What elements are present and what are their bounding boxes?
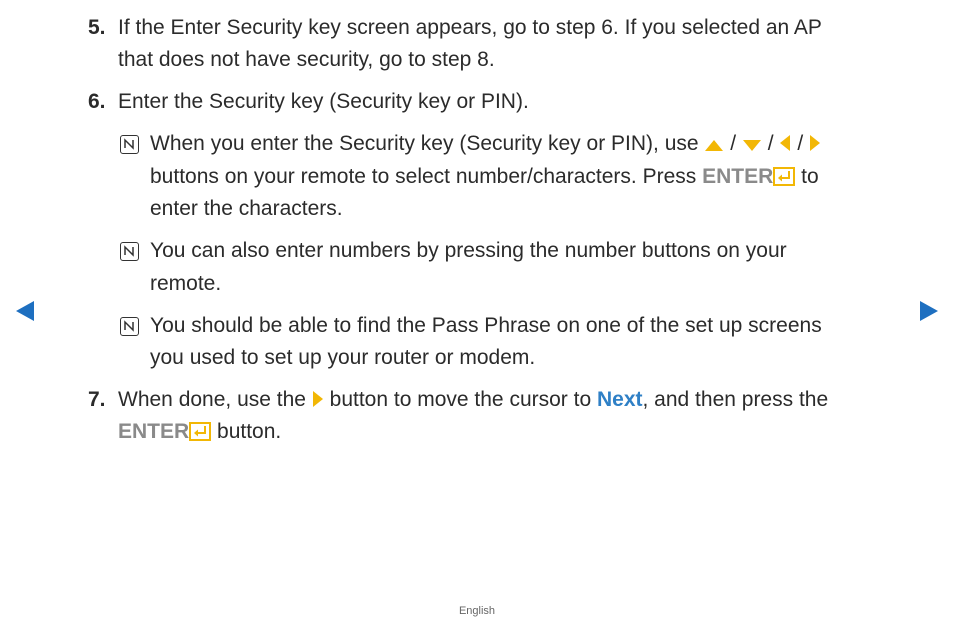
slash: / [730,132,737,155]
slash: / [767,132,774,155]
note-text: When you enter the Security key (Security key or PIN), use [150,132,699,155]
arrow-up-icon [704,138,724,152]
step-line [118,385,828,415]
arrow-down-icon [742,138,762,152]
arrow-right-icon [809,134,821,152]
step-text: button. [217,420,282,443]
note-text: buttons on your remote to select number/characters. Press [150,165,697,188]
note-line: You can also enter numbers by pressing the number buttons on your [150,239,787,262]
step-line [118,417,281,447]
prev-page-icon[interactable] [15,300,35,322]
next-page-icon[interactable] [919,300,939,322]
page-footer-language: English [458,605,496,617]
enter-key-icon [189,422,211,441]
note-line: remote. [150,272,222,295]
step-text: button to move the cursor to [329,388,592,411]
enter-key-icon [773,167,795,186]
note-text: to [801,165,819,188]
note-line [150,162,819,192]
step-number: 7. [88,388,106,411]
arrow-left-icon [779,134,791,152]
note-line: enter the characters. [150,197,343,220]
note-line [150,129,821,159]
note-line: you used to set up your router or modem. [150,346,536,369]
step-text: Enter the Security key (Security key or PIN). [118,90,529,113]
note-icon [120,317,139,336]
step-number: 5. [88,16,106,39]
step-text: , and then press the [642,388,829,411]
next-label: Next [596,388,643,411]
step-text: If the Enter Security key screen appears, go to step 6. If you selected an AP [118,16,822,39]
note-icon [120,242,139,261]
step-number: 6. [88,90,106,113]
enter-label: ENTER [702,165,774,188]
slash: / [797,132,804,155]
step-text: that does not have security, go to step 8. [118,48,495,71]
enter-label: ENTER [118,420,190,443]
note-line: You should be able to find the Pass Phrase on one of the set up screens [150,314,822,337]
arrow-right-icon [312,390,324,408]
note-icon [120,135,139,154]
step-text: When done, use the [118,388,306,411]
